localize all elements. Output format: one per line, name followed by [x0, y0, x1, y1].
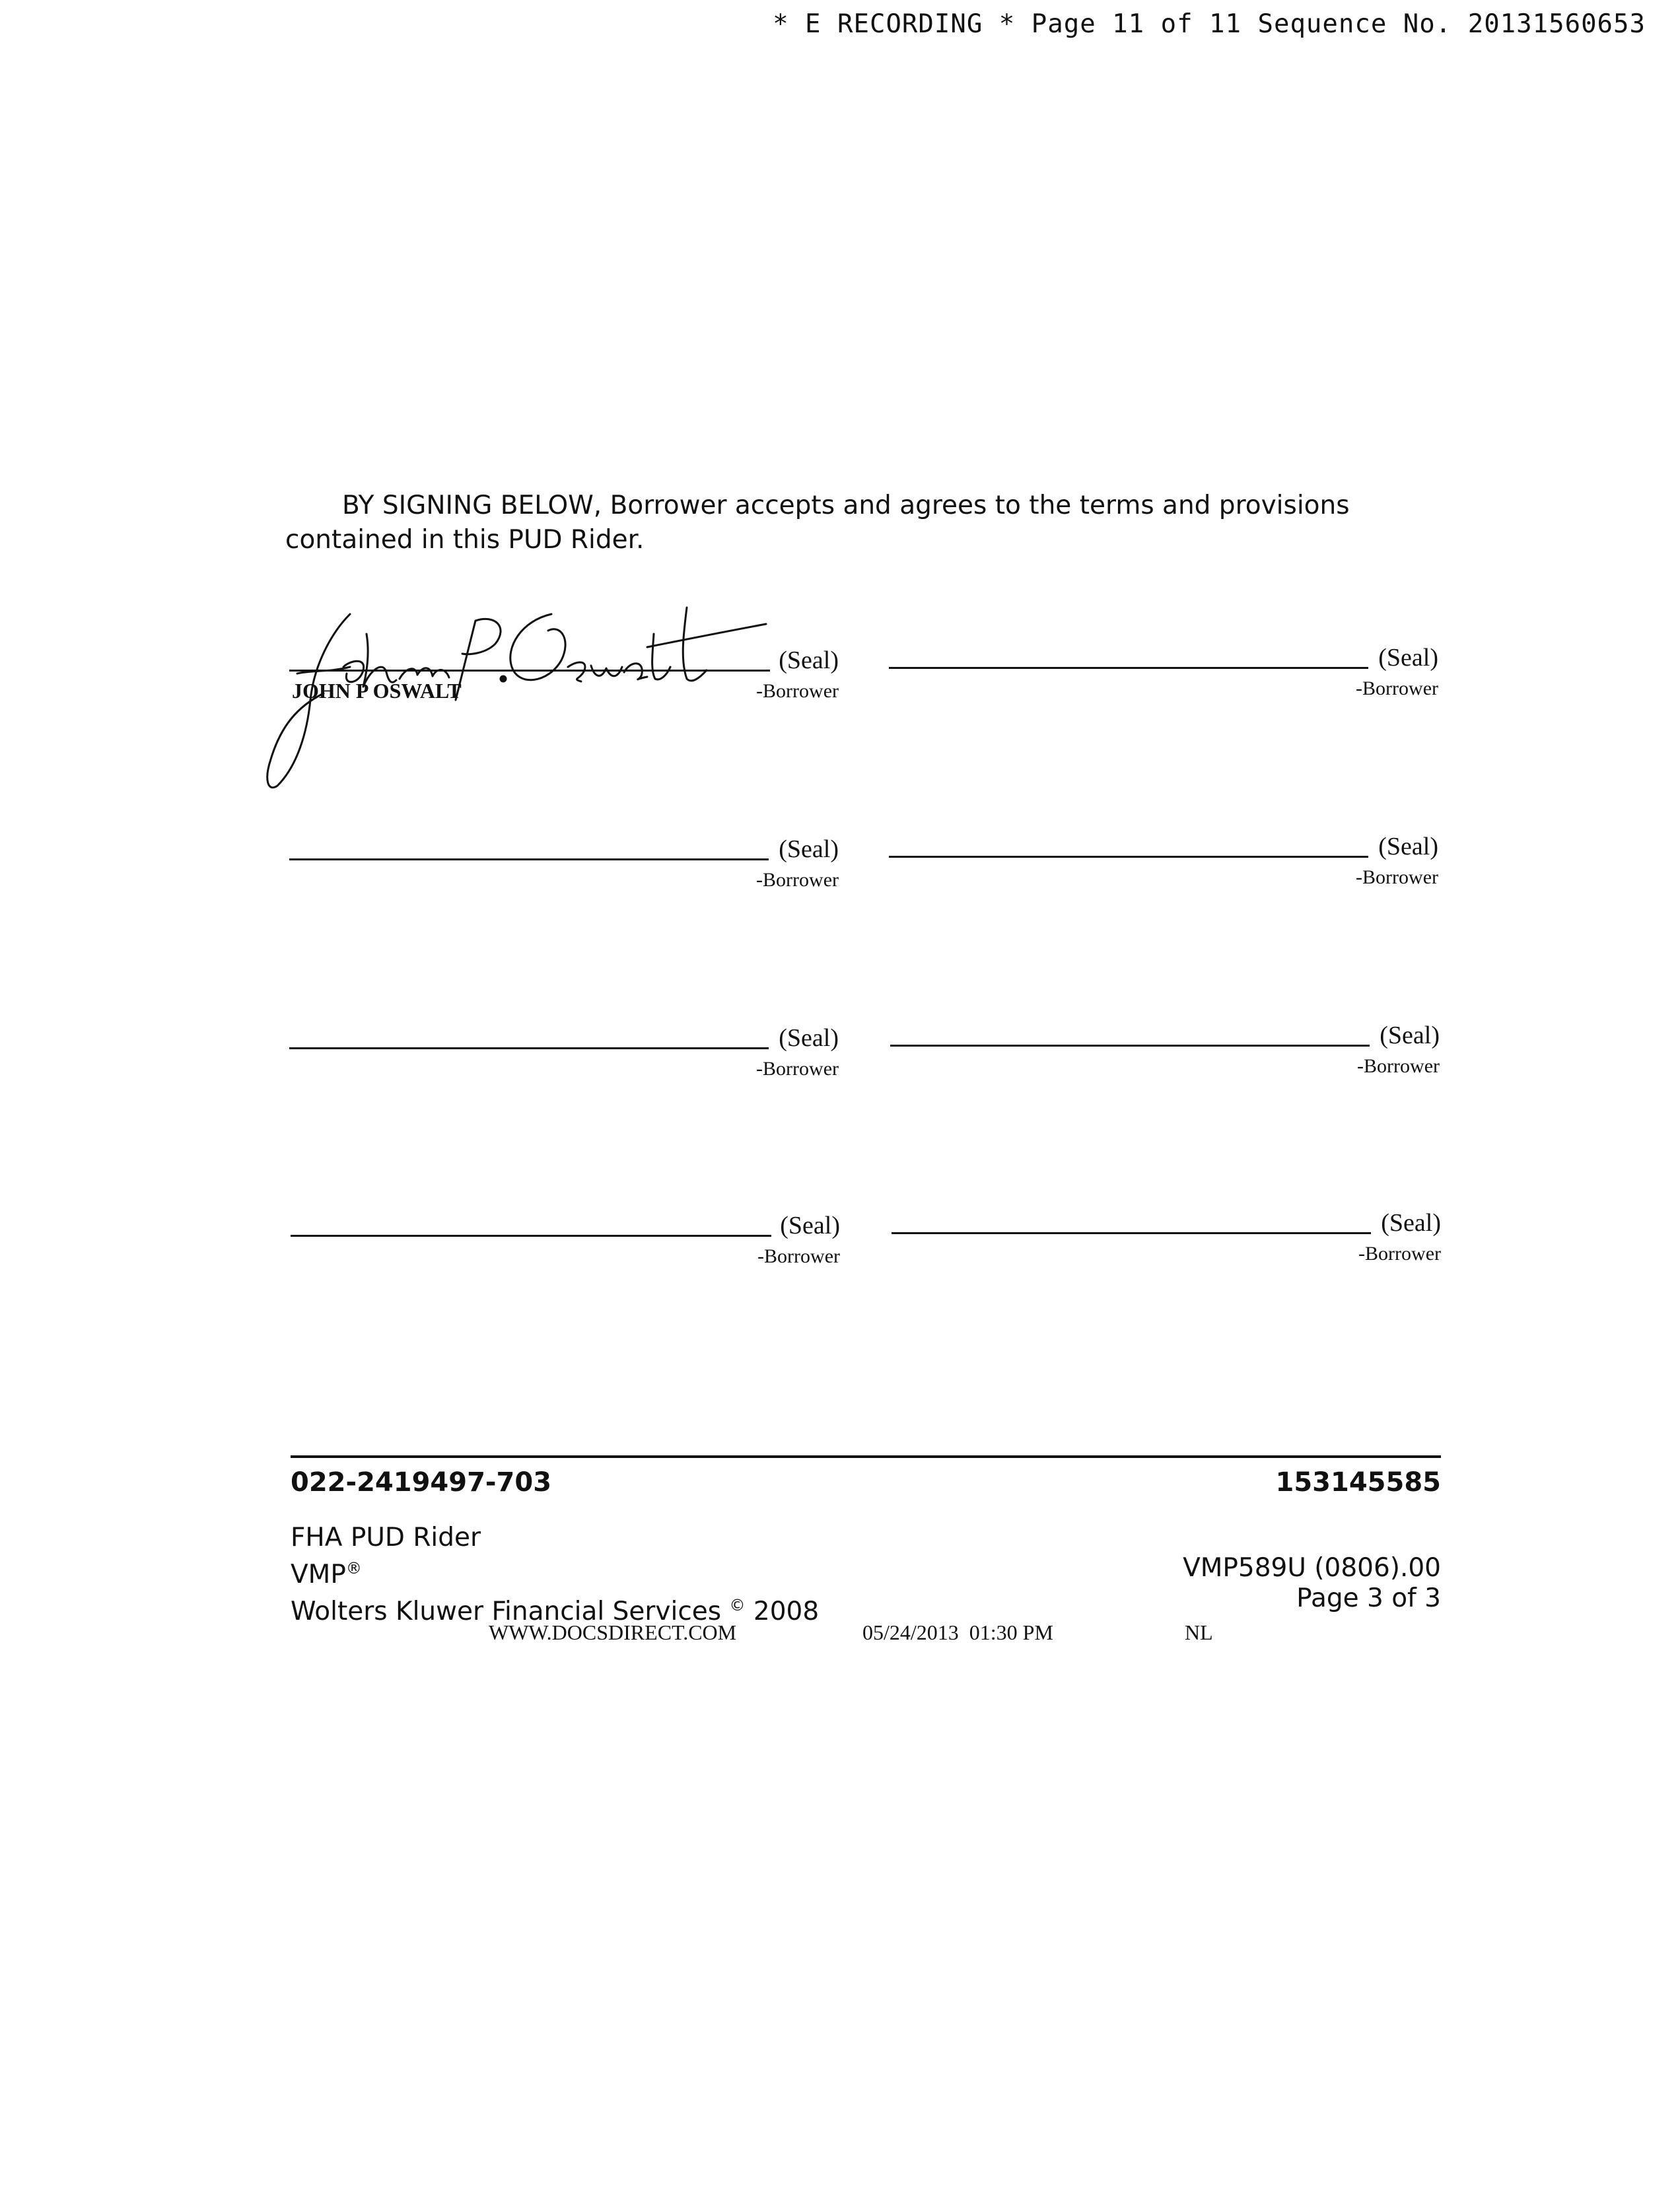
signature-block-5[interactable]	[289, 1022, 839, 1080]
registered-mark: ®	[345, 1559, 362, 1578]
seal-label: (Seal)	[1378, 833, 1438, 860]
signature-block-4[interactable]	[889, 831, 1438, 888]
form-info	[291, 1523, 819, 1627]
borrower-label: -Borrower	[1358, 1243, 1441, 1265]
seal-label: (Seal)	[1380, 1022, 1440, 1049]
seal-label: (Seal)	[779, 835, 839, 863]
seal-label: (Seal)	[779, 646, 839, 674]
signature-block-1[interactable]	[289, 644, 839, 703]
loan-number: 022-2419497-703	[291, 1467, 552, 1498]
form-code: VMP589U (0806).00	[1183, 1553, 1441, 1583]
seal-label: (Seal)	[779, 1024, 839, 1052]
signature-line	[289, 670, 770, 672]
signature-line	[889, 667, 1368, 669]
borrower-label: -Borrower	[756, 680, 839, 702]
page-number: Page 3 of 3	[1296, 1583, 1441, 1613]
signature-line	[892, 1232, 1371, 1234]
document-number: 153145585	[1275, 1467, 1441, 1498]
website-text: WWW.DOCSDIRECT.COM	[489, 1620, 737, 1644]
seal-label: (Seal)	[1381, 1209, 1441, 1237]
vmp-text: VMP	[291, 1560, 346, 1589]
form-title: FHA PUD Rider	[291, 1523, 481, 1552]
initials: NL	[1185, 1620, 1213, 1644]
signature-line	[890, 1045, 1370, 1047]
borrower-label: -Borrower	[1356, 677, 1438, 699]
copyright-year: 2008	[753, 1597, 820, 1626]
seal-label: (Seal)	[780, 1212, 840, 1239]
signature-block-2[interactable]	[889, 642, 1438, 699]
signature-line	[889, 856, 1368, 858]
seal-label: (Seal)	[1378, 644, 1438, 672]
signature-block-7[interactable]	[291, 1210, 840, 1267]
signature-line	[291, 1235, 771, 1237]
print-datetime: 05/24/2013 01:30 PM	[862, 1620, 1053, 1644]
form-code-info	[1183, 1553, 1441, 1614]
signature-line	[289, 1047, 769, 1049]
signature-block-8[interactable]	[892, 1207, 1441, 1265]
borrower-name: JOHN P OSWALT	[292, 679, 462, 703]
vmp-line	[291, 1553, 819, 1590]
footer-divider	[291, 1455, 1441, 1458]
borrower-label: -Borrower	[1356, 866, 1438, 888]
recording-stamp: * E RECORDING * Page 11 of 11 Sequence No. 20131560653	[773, 9, 1646, 39]
borrower-label: -Borrower	[757, 1245, 840, 1267]
borrower-label: -Borrower	[1357, 1055, 1440, 1077]
borrower-label: -Borrower	[756, 869, 839, 891]
signature-block-3[interactable]	[289, 833, 839, 891]
signature-line	[289, 858, 769, 860]
signature-block-6[interactable]	[890, 1020, 1440, 1077]
publisher-name: Wolters Kluwer Financial Services	[291, 1597, 722, 1626]
borrower-label: -Borrower	[756, 1058, 839, 1080]
copyright-mark: ©	[729, 1596, 746, 1614]
signing-statement-text: BY SIGNING BELOW, Borrower accepts and agrees to the terms and provisions contained in this PUD Rider.	[285, 491, 1350, 555]
signing-statement	[285, 489, 1436, 557]
